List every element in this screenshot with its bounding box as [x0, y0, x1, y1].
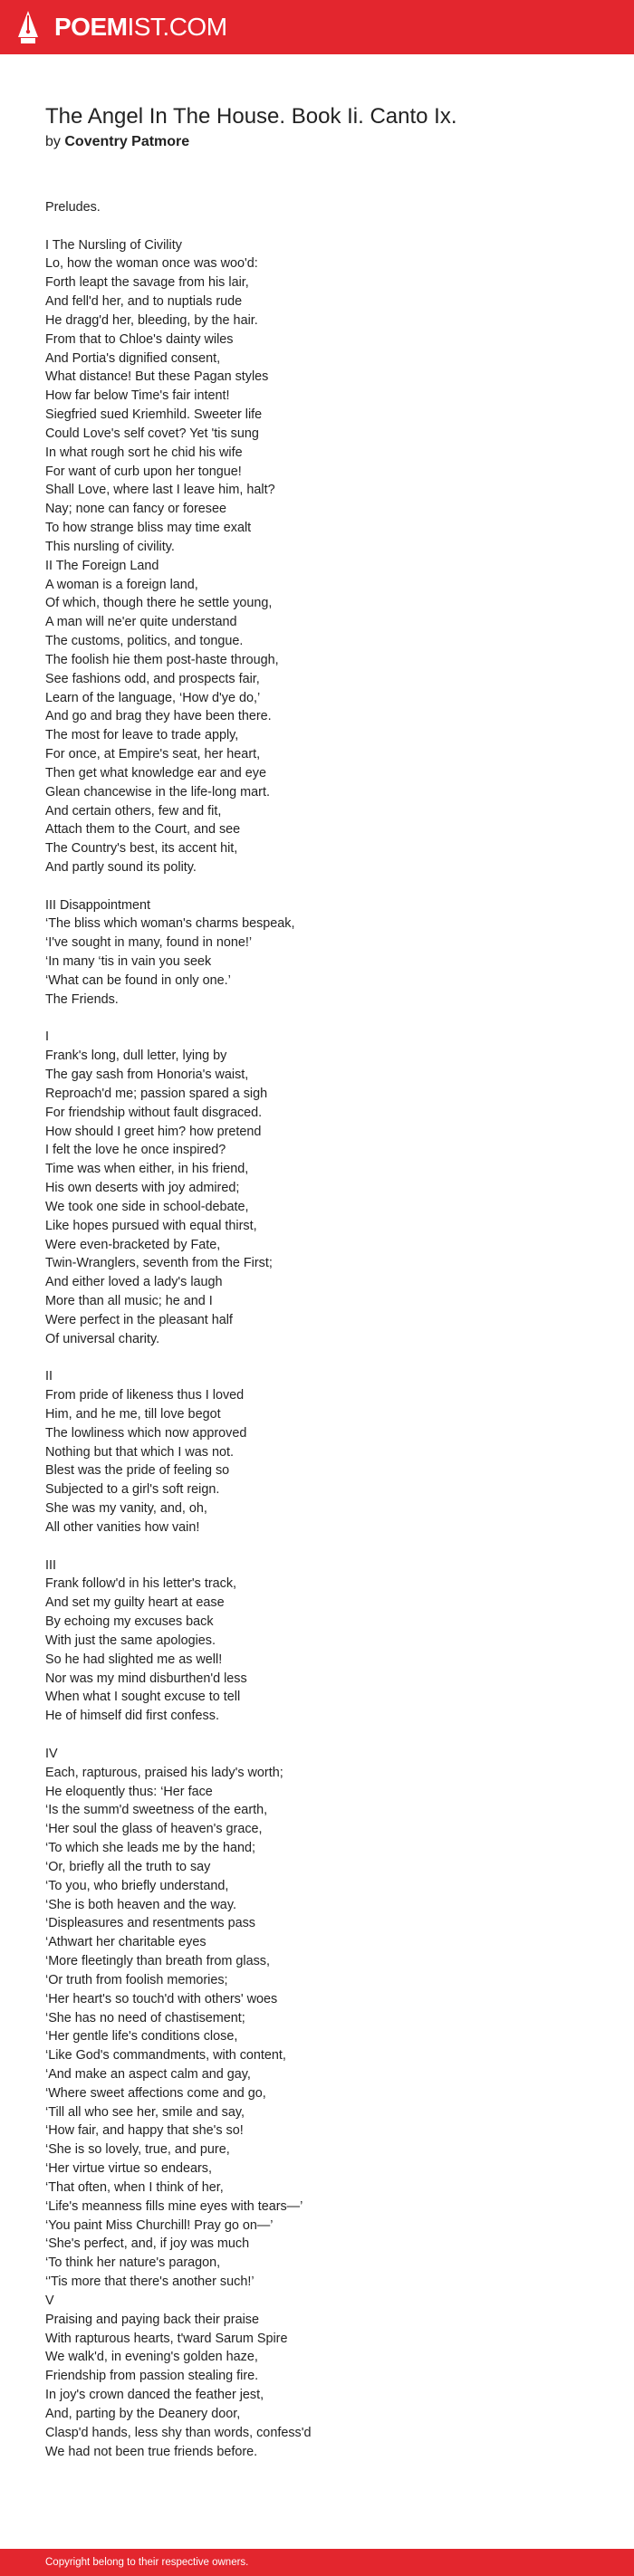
byline [45, 133, 607, 151]
poem-line: I [45, 1029, 49, 1045]
stanza-break [45, 1349, 607, 1368]
poem-line: I The Nursling of Civility [45, 237, 182, 253]
site-footer [0, 2549, 634, 2576]
poem-line: And set my guilty heart at ease [45, 1595, 225, 1611]
poem-line: Nor was my mind disburthen'd less [45, 1671, 247, 1686]
poem-line: What distance! But these Pagan styles [45, 369, 269, 385]
poem-line: III Disappointment [45, 897, 150, 913]
poem-line: And either loved a lady's laugh [45, 1275, 223, 1290]
copyright-text: Copyright belong to their respective owners. [45, 2557, 249, 2568]
poem-line: Then get what knowledge ear and eye [45, 765, 267, 780]
poem-line: The lowliness which now approved [45, 1425, 247, 1441]
poem-line: II The Foreign Land [45, 558, 159, 573]
poem-line: How should I greet him? how pretend [45, 1124, 262, 1139]
poem-line: II [45, 1369, 53, 1384]
poem-line: Were even-bracketed by Fate, [45, 1237, 221, 1252]
poem-line: ‘Her soul the glass of heaven's grace, [45, 1822, 263, 1837]
poem-line: ‘And make an aspect calm and gay, [45, 2066, 251, 2082]
poem-line: By echoing my excuses back [45, 1614, 214, 1630]
stanza-break [45, 1537, 607, 1556]
poem-line: ‘Life's meanness fills mine eyes with tears—’ [45, 2198, 303, 2214]
stanza-break [45, 1010, 607, 1029]
poem-line: ‘Displeasures and resentments pass [45, 1916, 255, 1931]
poem-line: The foolish hie them post-haste through, [45, 652, 279, 667]
poem-line: ‘She is so lovely, true, and pure, [45, 2142, 230, 2158]
stanza-break [45, 877, 607, 896]
poem-line: ‘The bliss which woman's charms bespeak, [45, 916, 295, 932]
poem-line: Blest was the pride of feeling so [45, 1463, 230, 1479]
poem-line: Shall Love, where last I leave him, halt? [45, 483, 275, 498]
poem-line: ‘In many ‘tis in vain you seek [45, 954, 212, 970]
poem-line: For once, at Empire's seat, her heart, [45, 747, 261, 762]
poem-line: Preludes. [45, 200, 101, 215]
poem-line: All other vanities how vain! [45, 1519, 200, 1535]
poem-line: With rapturous hearts, t'ward Sarum Spire [45, 2331, 288, 2346]
poem-line: Like hopes pursued with equal thirst, [45, 1218, 257, 1233]
author-link[interactable]: Coventry Patmore [64, 134, 190, 149]
poem-line: The gay sash from Honoria's waist, [45, 1068, 249, 1083]
poem-line: Time was when either, in his friend, [45, 1162, 249, 1177]
site-header [0, 0, 634, 54]
poem-line: With just the same apologies. [45, 1633, 216, 1648]
poem-line: We walk'd, in evening's golden haze, [45, 2350, 258, 2365]
poem-line: So he had slighted me as well! [45, 1652, 223, 1667]
poem-line: ‘You paint Miss Churchill! Pray go on—’ [45, 2217, 274, 2233]
poem-line: Nay; none can fancy or foresee [45, 502, 226, 517]
poem-line: Subjected to a girl's soft reign. [45, 1482, 220, 1498]
poem-line: ‘To which she leads me by the hand; [45, 1841, 255, 1856]
poem-line: IV [45, 1746, 58, 1761]
poem-line: We took one side in school-debate, [45, 1199, 249, 1214]
poem-line: ‘What can be found in only one.’ [45, 972, 231, 988]
poem-line: Learn of the language, ‘How d'ye do,’ [45, 690, 261, 705]
by-label: by [45, 134, 61, 149]
poem-line: And Portia's dignified consent, [45, 350, 221, 366]
poem-line: Frank follow'd in his letter's track, [45, 1576, 237, 1592]
poem-line: And, parting by the Deanery door, [45, 2406, 241, 2421]
stanza-break [45, 1726, 607, 1745]
poem-line: For friendship without fault disgraced. [45, 1105, 263, 1120]
poem-line: I felt the love he once inspired? [45, 1143, 226, 1158]
poem-line: ‘Her gentle life's conditions close, [45, 2029, 238, 2045]
poem-line: And certain others, few and fit, [45, 803, 222, 819]
poem-line: His own deserts with joy admired; [45, 1181, 240, 1196]
poem-line: See fashions odd, and prospects fair, [45, 671, 260, 686]
poem-line: The Country's best, its accent hit, [45, 841, 238, 857]
poem-line: A woman is a foreign land, [45, 577, 198, 592]
poem-line: Frank's long, dull letter, lying by [45, 1049, 227, 1064]
poem-line: Attach them to the Court, and see [45, 822, 241, 838]
poem-line: ‘Or, briefly all the truth to say [45, 1859, 211, 1874]
poem-line: III [45, 1557, 56, 1573]
poem-line: ‘Till all who see her, smile and say, [45, 2104, 245, 2120]
poem-line: Friendship from passion stealing fire. [45, 2369, 259, 2384]
poem-line: ‘She's perfect, and, if joy was much [45, 2236, 250, 2252]
poem-line: ‘To think her nature's paragon, [45, 2255, 221, 2271]
poem-line: ‘Her heart's so touch'd with others' woes [45, 1991, 278, 2006]
poem-body [45, 198, 607, 2461]
poem-line: ‘That often, when I think of her, [45, 2179, 224, 2195]
poem-line: How far below Time's fair intent! [45, 388, 230, 404]
poem-line: The customs, politics, and tongue. [45, 634, 244, 649]
poem-line: We had not been true friends before. [45, 2444, 258, 2459]
poem-line: This nursling of civility. [45, 539, 175, 554]
poem-line: Glean chancewise in the life-long mart. [45, 784, 270, 800]
poem-line: The most for leave to trade apply, [45, 728, 239, 743]
poem-line: V [45, 2293, 54, 2308]
poem-line: To how strange bliss may time exalt [45, 521, 252, 536]
poem-line: ‘Athwart her charitable eyes [45, 1935, 207, 1950]
poem-line: Of universal charity. [45, 1331, 160, 1346]
poem-line: A man will ne'er quite understand [45, 615, 237, 630]
poem-line: Lo, how the woman once was woo'd: [45, 256, 258, 272]
poem-line: ‘To you, who briefly understand, [45, 1878, 229, 1893]
poem-line: More than all music; he and I [45, 1294, 213, 1309]
poem-line: He of himself did first confess. [45, 1709, 219, 1724]
poem-title: The Angel In The House. Book Ii. Canto Ix. [45, 104, 457, 129]
poem-line: ‘Where sweet affections come and go, [45, 2085, 266, 2101]
poem-line: Nothing but that which I was not. [45, 1444, 234, 1460]
poem-line: She was my vanity, and, oh, [45, 1501, 207, 1517]
poem-line: Of which, though there he settle young, [45, 596, 273, 611]
poem-line: And fell'd her, and to nuptials rude [45, 294, 243, 310]
poem-line: ‘Is the summ'd sweetness of the earth, [45, 1803, 268, 1818]
site-logo[interactable] [54, 13, 227, 42]
stanza-break [45, 217, 607, 236]
quill-pen-icon[interactable] [16, 10, 40, 44]
poem-line: Reproach'd me; passion spared a sigh [45, 1086, 268, 1101]
poem-line: From pride of likeness thus I loved [45, 1388, 245, 1403]
poem-line: ‘Her virtue virtue so endears, [45, 2161, 212, 2177]
poem-line: ‘More fleetingly than breath from glass, [45, 1954, 270, 1969]
poem-line: The Friends. [45, 991, 119, 1007]
poem-line: In joy's crown danced the feather jest, [45, 2388, 264, 2403]
poem-line: He dragg'd her, bleeding, by the hair. [45, 312, 258, 328]
poem-line: And partly sound its polity. [45, 859, 197, 875]
poem-line: Were perfect in the pleasant half [45, 1312, 233, 1327]
poem-line: Forth leapt the savage from his lair, [45, 275, 249, 291]
poem-line: Could Love's self covet? Yet 'tis sung [45, 426, 259, 441]
poem-line: ‘Like God's commandments, with content, [45, 2048, 286, 2064]
poem-line: Each, rapturous, praised his lady's worth; [45, 1765, 283, 1780]
poem-line: When what I sought excuse to tell [45, 1690, 241, 1705]
poem-line: And go and brag they have been there. [45, 709, 272, 724]
poem-line: ‘I've sought in many, found in none!’ [45, 935, 253, 951]
poem-line: Siegfried sued Kriemhild. Sweeter life [45, 407, 263, 423]
poem-line: ‘'Tis more that there's another such!’ [45, 2274, 255, 2290]
poem-line: Praising and paying back their praise [45, 2312, 259, 2327]
poem-header [45, 104, 607, 151]
poem-line: In what rough sort he chid his wife [45, 445, 243, 460]
poem-line: Clasp'd hands, less shy than words, confess'd [45, 2425, 312, 2440]
poem-line: ‘She has no need of chastisement; [45, 2010, 245, 2025]
poem-line: From that to Chloe's dainty wiles [45, 331, 234, 347]
poem-line: ‘Or truth from foolish memories; [45, 1972, 228, 1987]
logo-light-text: IST.COM [127, 13, 227, 41]
poem-line: ‘How fair, and happy that she's so! [45, 2123, 244, 2139]
poem-line: Twin-Wranglers, seventh from the First; [45, 1256, 273, 1271]
poem-line: Him, and he me, till love begot [45, 1407, 221, 1422]
poem-line: He eloquently thus: ‘Her face [45, 1784, 213, 1799]
poem-line: ‘She is both heaven and the way. [45, 1897, 236, 1912]
logo-bold-text: POEM [54, 13, 128, 41]
poem-line: For want of curb upon her tongue! [45, 464, 242, 479]
